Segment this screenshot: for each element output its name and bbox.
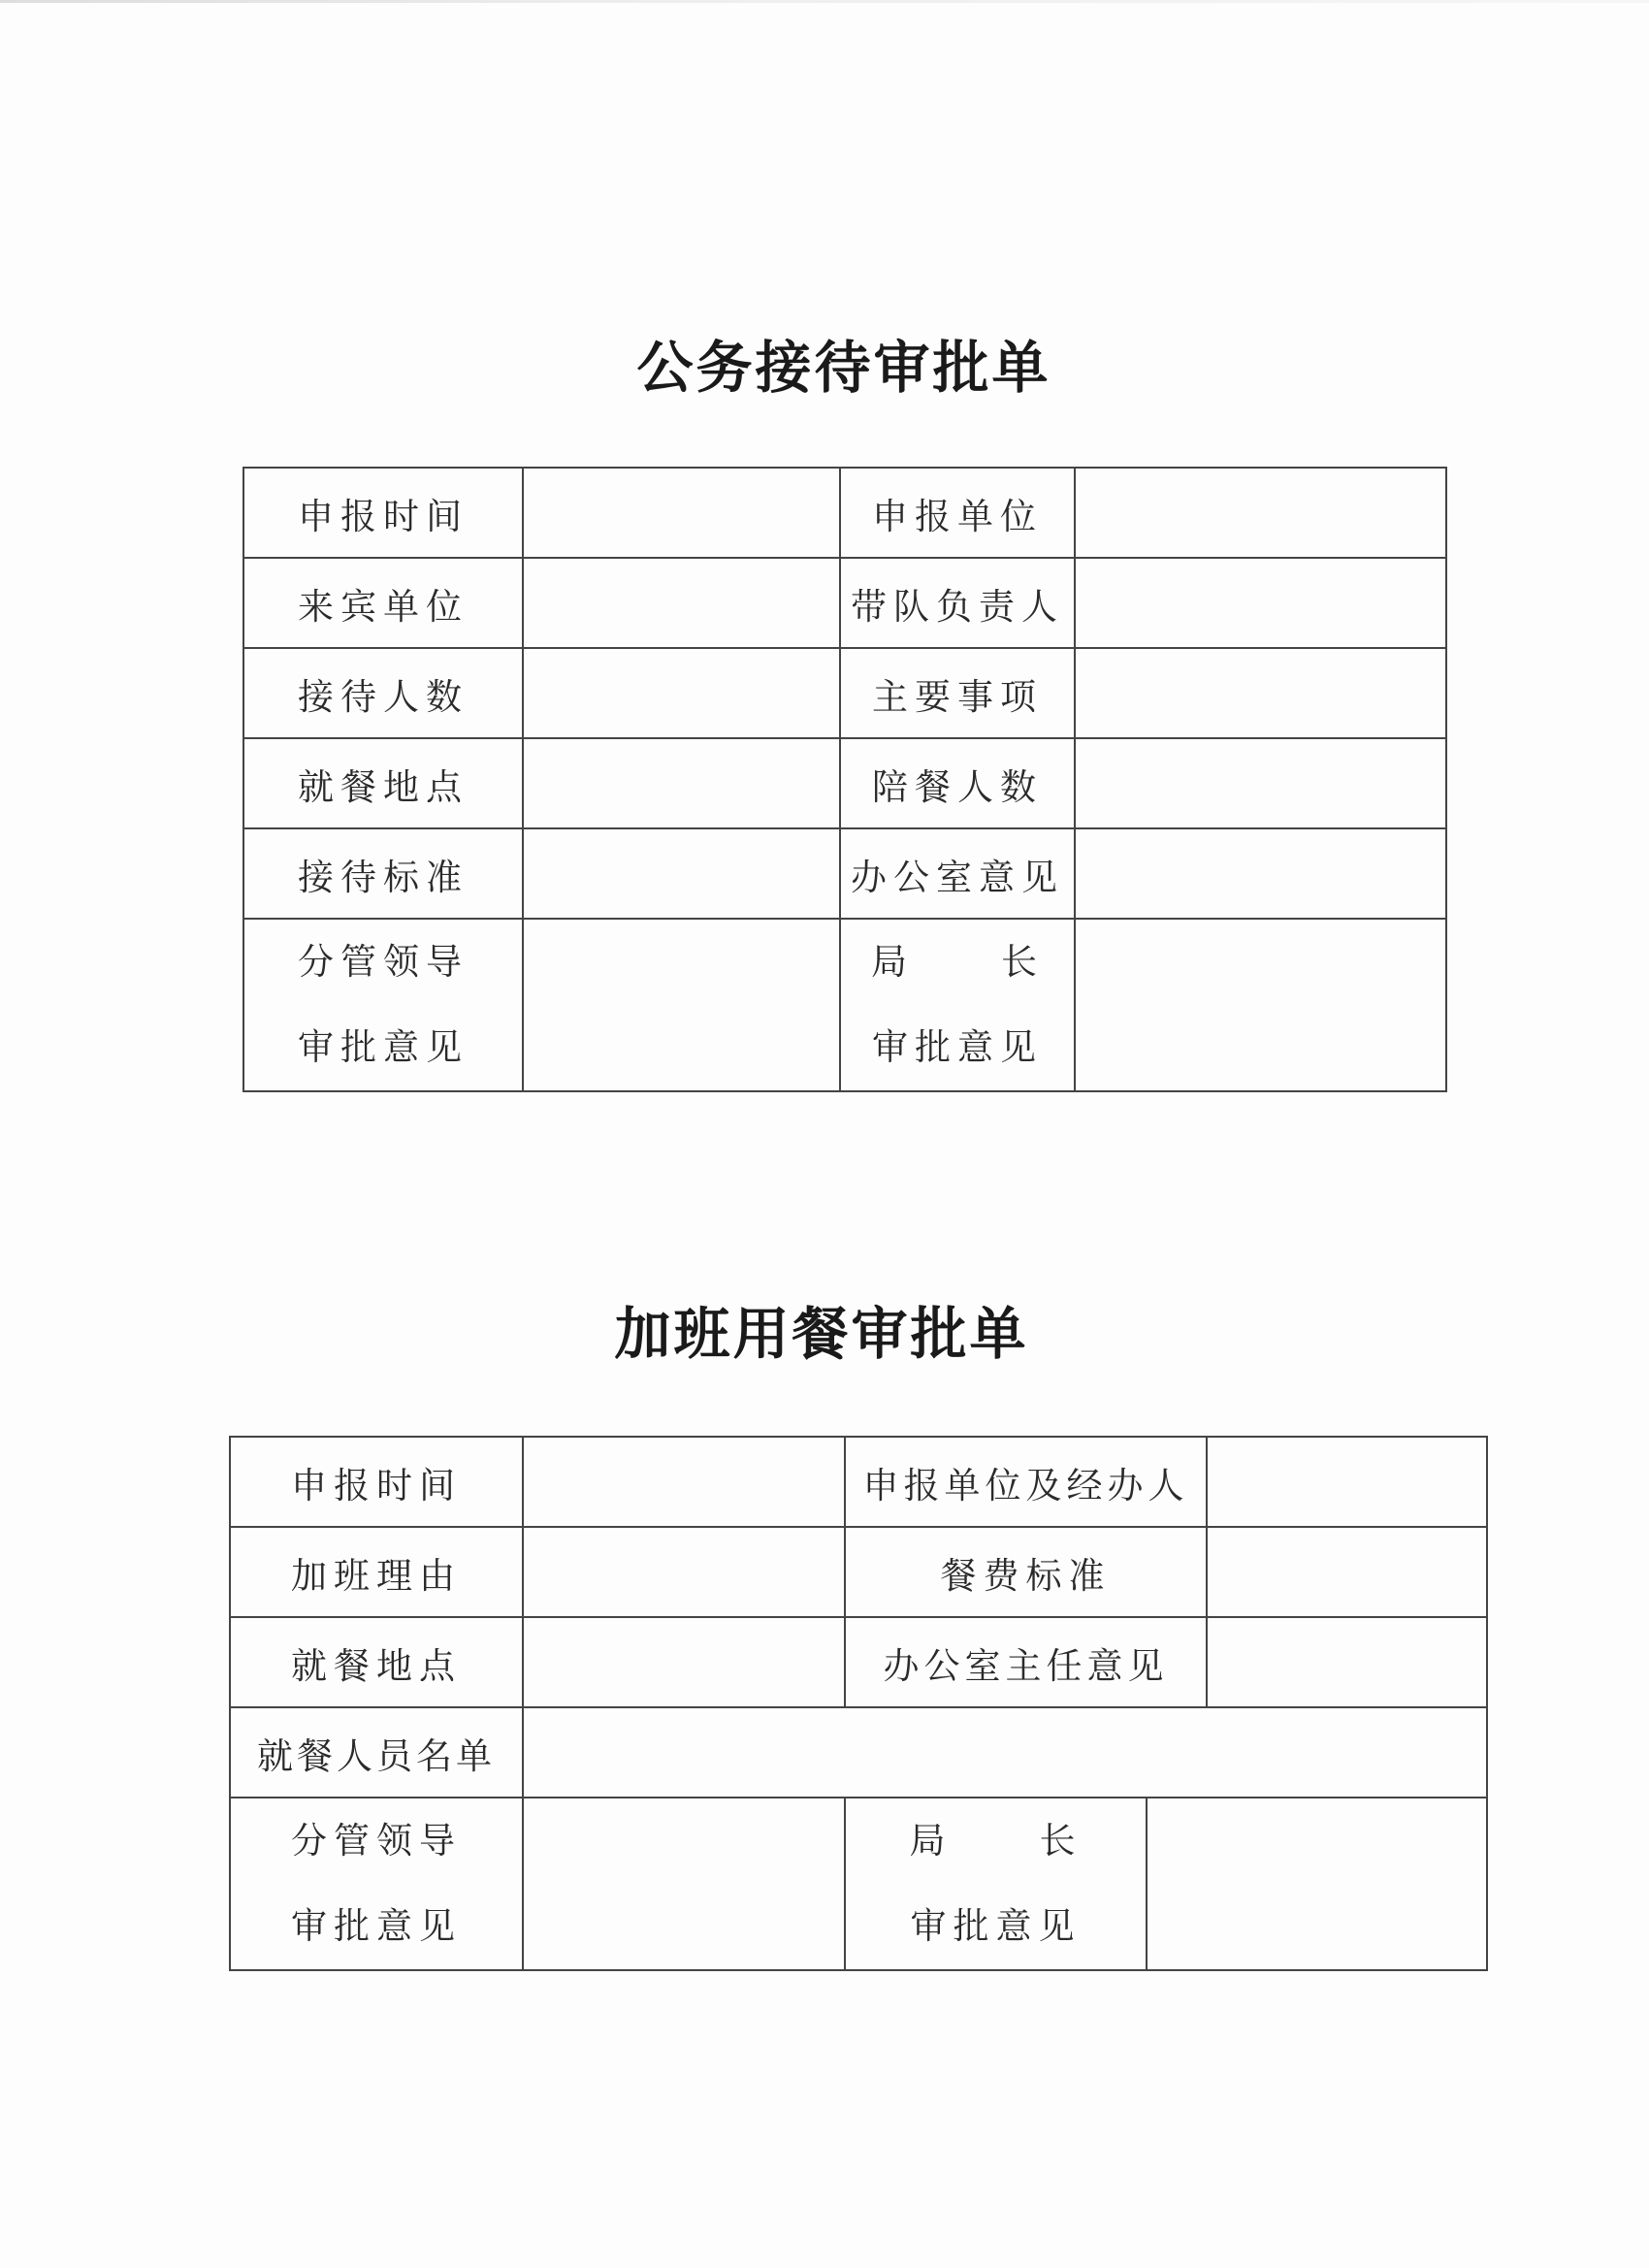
field-label: 申报单位 — [840, 468, 1075, 558]
field-label: 申报时间 — [230, 1437, 523, 1527]
team-leader-input[interactable] — [1075, 558, 1446, 648]
field-label: 加班理由 — [230, 1527, 523, 1617]
table-row — [243, 828, 1446, 919]
table-row — [230, 1617, 1487, 1707]
office-opinion-input[interactable] — [1075, 828, 1446, 919]
field-label: 就餐地点 — [243, 738, 523, 828]
meal-standard-input[interactable] — [1207, 1527, 1487, 1617]
field-label: 来宾单位 — [243, 558, 523, 648]
field-label: 办公室主任意见 — [845, 1617, 1207, 1707]
field-label: 申报单位及经办人 — [845, 1437, 1207, 1527]
submit-time-input[interactable] — [523, 468, 840, 558]
main-matters-input[interactable] — [1075, 648, 1446, 738]
reception-standard-input[interactable] — [523, 828, 840, 919]
table-row — [230, 1798, 1487, 1970]
table-row — [243, 648, 1446, 738]
field-label: 接待标准 — [243, 828, 523, 919]
diner-names-input[interactable] — [523, 1707, 1487, 1798]
field-label: 申报时间 — [243, 468, 523, 558]
field-label: 就餐地点 — [230, 1617, 523, 1707]
table-row — [243, 558, 1446, 648]
director-opinion-input[interactable] — [1147, 1798, 1487, 1970]
leader-opinion-input[interactable] — [523, 1798, 845, 1970]
overtime-form-table — [229, 1436, 1488, 1971]
field-label: 分管领导 审批意见 — [243, 919, 523, 1091]
scan-edge — [0, 0, 1649, 3]
guest-unit-input[interactable] — [523, 558, 840, 648]
director-opinion-input[interactable] — [1075, 919, 1446, 1091]
reception-form-title: 公务接待审批单 — [636, 335, 1051, 401]
field-label: 餐费标准 — [845, 1527, 1207, 1617]
field-label: 局 长 审批意见 — [840, 919, 1075, 1091]
accompany-count-input[interactable] — [1075, 738, 1446, 828]
submit-time-input[interactable] — [523, 1437, 845, 1527]
submit-unit-input[interactable] — [1075, 468, 1446, 558]
overtime-form-title: 加班用餐审批单 — [614, 1301, 1029, 1367]
dining-place-input[interactable] — [523, 738, 840, 828]
table-row — [243, 738, 1446, 828]
field-label: 接待人数 — [243, 648, 523, 738]
table-row — [243, 919, 1446, 1091]
field-label: 局 长 审批意见 — [845, 1798, 1147, 1970]
unit-handler-input[interactable] — [1207, 1437, 1487, 1527]
leader-opinion-input[interactable] — [523, 919, 840, 1091]
table-row — [230, 1707, 1487, 1798]
dining-place-input[interactable] — [523, 1617, 845, 1707]
reception-count-input[interactable] — [523, 648, 840, 738]
field-label: 主要事项 — [840, 648, 1075, 738]
table-row — [230, 1437, 1487, 1527]
field-label: 分管领导 审批意见 — [230, 1798, 523, 1970]
field-label: 就餐人员名单 — [230, 1707, 523, 1798]
field-label: 带队负责人 — [840, 558, 1075, 648]
field-label: 陪餐人数 — [840, 738, 1075, 828]
field-label: 办公室意见 — [840, 828, 1075, 919]
reception-form-table — [242, 467, 1447, 1092]
overtime-reason-input[interactable] — [523, 1527, 845, 1617]
table-row — [230, 1527, 1487, 1617]
table-row — [243, 468, 1446, 558]
office-director-opinion-input[interactable] — [1207, 1617, 1487, 1707]
